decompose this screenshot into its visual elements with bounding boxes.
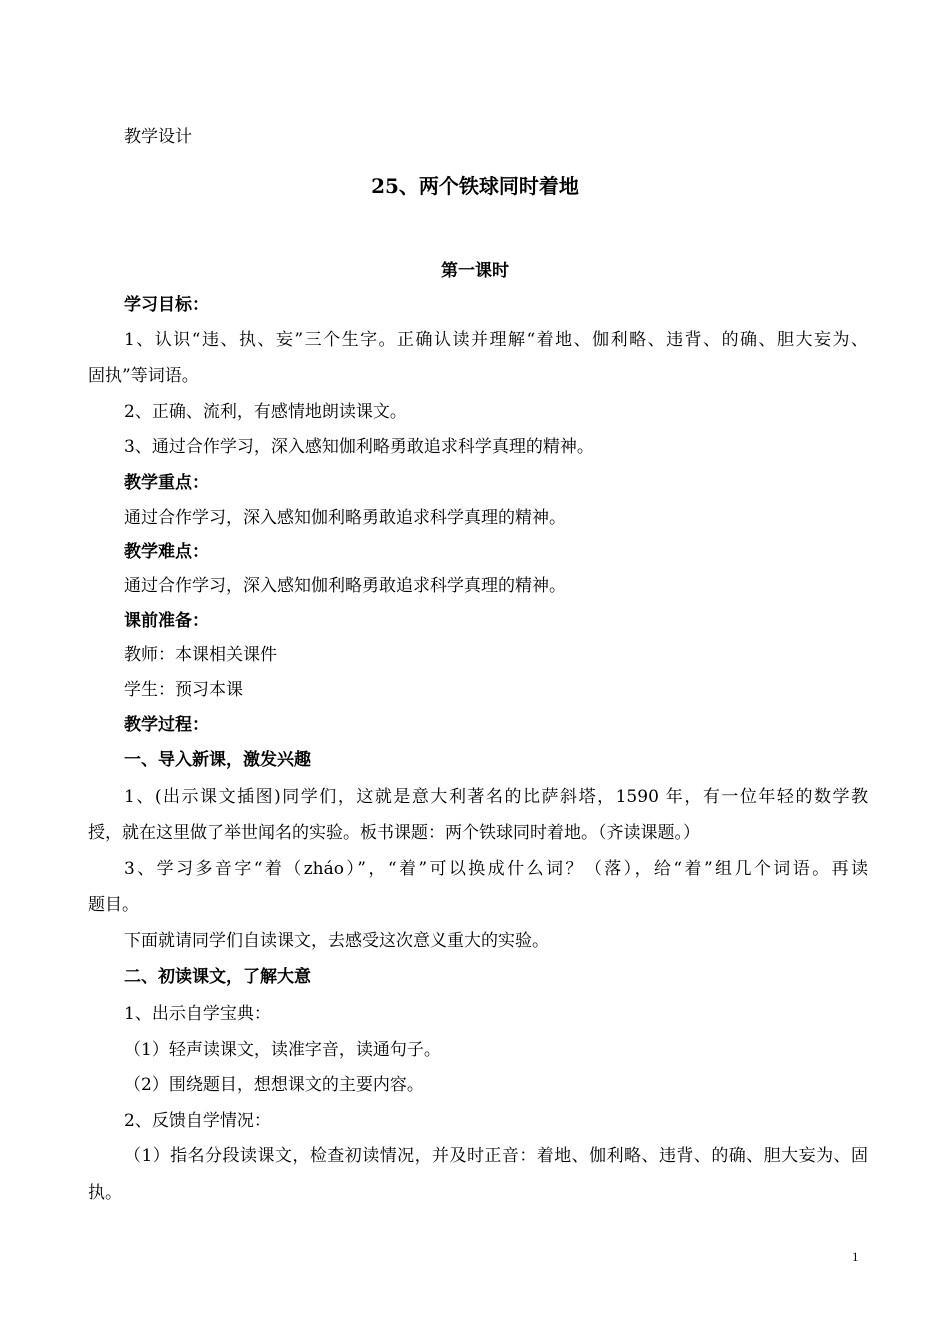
prep-heading: 课前准备： [124,611,209,631]
part-2-item-1a: （1）轻声读课文，读准字音，读通句子。 [124,1040,441,1060]
part-2-item-1: 1、出示自学宝典： [124,1004,271,1024]
objective-1-line-1: 1、认识“违、执、妄”三个生字。正确认读并理解“着地、伽利略、违背、的确、胆大妄为、 [124,330,868,350]
page-number: 1 [852,1249,859,1264]
process-heading: 教学过程： [124,715,209,735]
header-label: 教学设计 [124,127,192,147]
part-1-paragraph-1-line-2: 授，就在这里做了举世闻名的实验。板书课题：两个铁球同时着地。（齐读课题。） [88,823,700,843]
difficulty-text: 通过合作学习，深入感知伽利略勇敢追求科学真理的精神。 [124,576,566,596]
prep-teacher: 教师：本课相关课件 [124,645,277,665]
objective-1-line-2: 固执”等词语。 [88,366,199,386]
lesson-title: 25、两个铁球同时着地 [371,174,579,198]
objective-3: 3、通过合作学习，深入感知伽利略勇敢追求科学真理的精神。 [124,437,594,457]
part-2-item-1b: （2）围绕题目，想想课文的主要内容。 [124,1075,424,1095]
key-heading: 教学重点： [124,473,209,493]
lesson-subtitle: 第一课时 [441,261,509,281]
part-1-paragraph-4: 下面就请同学们自读课文，去感受这次意义重大的实验。 [124,931,549,951]
difficulty-heading: 教学难点： [124,542,209,562]
prep-student: 学生：预习本课 [124,680,243,700]
objectives-heading: 学习目标： [124,295,209,315]
part-2-item-2: 2、反馈自学情况： [124,1111,271,1131]
part-2-item-2a-line-1: （1）指名分段读课文，检查初读情况，并及时正音：着地、伽利略、违背、的确、胆大妄为、固 [124,1146,868,1166]
objective-2: 2、正确、流利，有感情地朗读课文。 [124,402,407,422]
part-1-heading: 一、导入新课，激发兴趣 [124,750,311,770]
part-1-paragraph-3-line-1: 3、学习多音字“着（zháo）”，“着”可以换成什么词？（落），给“着”组几个词语。再读 [124,859,868,879]
part-1-paragraph-1-line-1: 1、(出示课文插图)同学们，这就是意大利著名的比萨斜塔，1590 年，有一位年轻的数学教 [124,787,868,807]
part-1-paragraph-3-line-2: 题目。 [88,895,139,915]
key-text: 通过合作学习，深入感知伽利略勇敢追求科学真理的精神。 [124,508,566,528]
part-2-item-2a-line-2: 执。 [88,1183,122,1203]
part-2-heading: 二、初读课文，了解大意 [124,967,311,987]
